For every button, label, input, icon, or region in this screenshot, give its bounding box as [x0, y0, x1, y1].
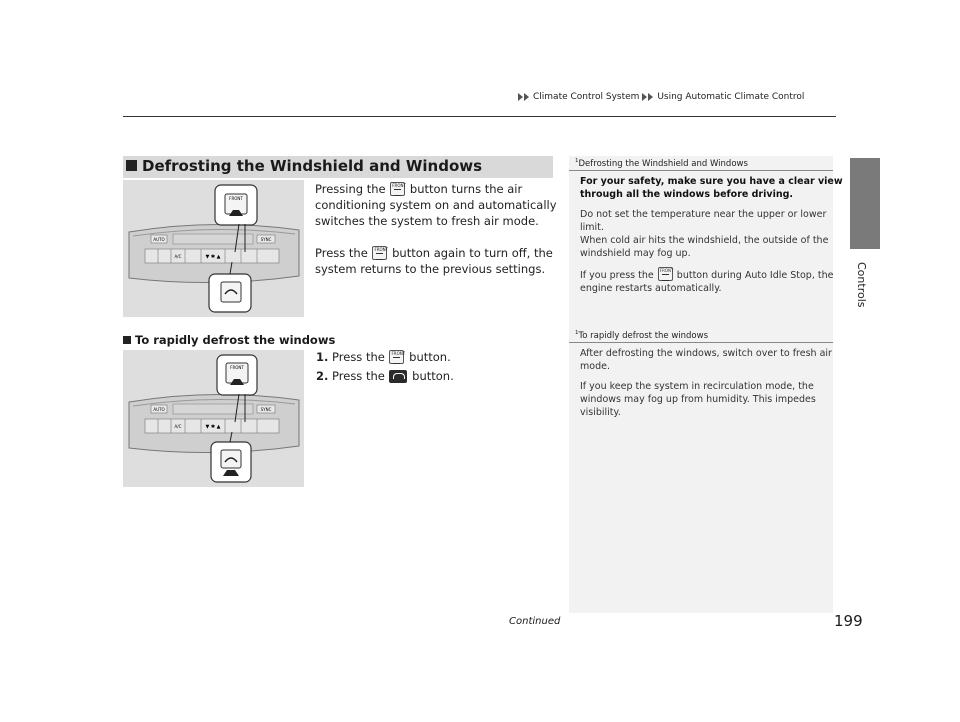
section-paragraph-2: Press the FRONT button again to turn off, the system returns to the previous settings.: [315, 246, 553, 276]
subsection-title: To rapidly defrost the windows: [123, 333, 335, 347]
front-defrost-icon: FRONT: [372, 246, 387, 260]
breadcrumb: [518, 92, 804, 102]
chapter-tab: [850, 158, 880, 249]
section-title: Defrosting the Windshield and Windows: [126, 157, 482, 175]
auto-button-label: AUTO: [153, 407, 165, 412]
note-2-rule: [569, 342, 833, 343]
step-2: 2. Press the button.: [316, 369, 454, 383]
page-number: 199: [834, 612, 863, 630]
sync-button-label: SYNC: [260, 237, 272, 242]
rapid-defrost-figure: [123, 350, 304, 487]
note-1-body: For your safety, make sure you have a clear view through all the windows before driving. Do not set the temperature near the upper or lower limit. When cold air hits the windshield, the outside of the windshield may fog up. If you press the FRONT button during Auto Idle Stop, the engine restarts automatically.: [580, 176, 843, 294]
ac-button-label: A/C: [174, 254, 182, 259]
arrow-icon: [518, 93, 523, 101]
front-defrost-icon: FRONT: [389, 350, 404, 364]
arrow-icon: [524, 93, 529, 101]
sync-button-label: SYNC: [260, 407, 272, 412]
breadcrumb-part-1: Climate Control System: [533, 92, 640, 102]
svg-text:▼ ✱ ▲: ▼ ✱ ▲: [205, 254, 221, 260]
front-defrost-icon: FRONT: [658, 267, 673, 281]
front-defrost-label: FRONT: [229, 196, 243, 201]
front-defrost-icon: FRONT: [390, 182, 405, 196]
note-1-rule: [569, 170, 833, 171]
step-1: 1. Press the FRONT button.: [316, 350, 451, 364]
ac-button-label: A/C: [174, 424, 182, 429]
note-2-body: After defrosting the windows, switch over to fresh air mode. If you keep the system in recirculation mode, the windows may fog up from humidity. This impedes visibility.: [580, 348, 832, 418]
header-rule: [123, 116, 836, 117]
note-2-heading: $^1$To rapidly defrost the windows: [575, 330, 709, 341]
front-defrost-label: FRONT: [230, 365, 244, 370]
recirculation-icon: [389, 370, 407, 383]
arrow-icon: [648, 93, 653, 101]
section-paragraph-1: Pressing the FRONT button turns the air conditioning system on and automatically switches the system to fresh air mode.: [315, 182, 557, 228]
defrost-panel-figure: [123, 180, 304, 317]
continued-label: Continued: [509, 616, 561, 627]
chapter-label: Controls: [855, 262, 868, 308]
arrow-icon: [642, 93, 647, 101]
svg-text:▼ ✱ ▲: ▼ ✱ ▲: [205, 424, 221, 430]
auto-button-label: AUTO: [153, 237, 165, 242]
breadcrumb-part-2: Using Automatic Climate Control: [657, 92, 805, 102]
note-1-heading: $^1$Defrosting the Windshield and Windows: [575, 158, 748, 169]
